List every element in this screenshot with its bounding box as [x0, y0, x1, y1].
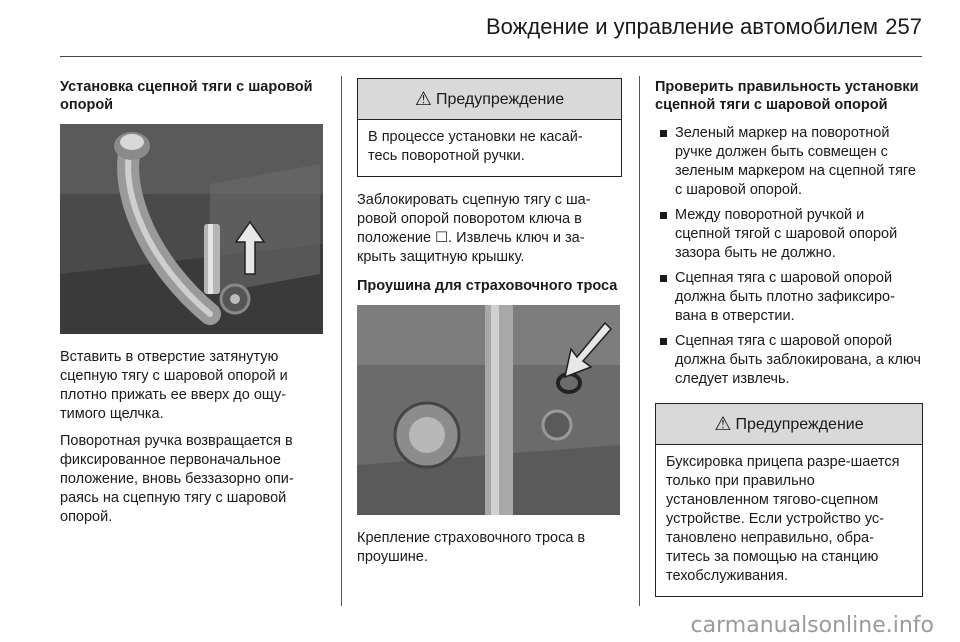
column-1: [60, 78, 325, 535]
warning-title: Предупреждение: [435, 90, 565, 108]
safety-cable-eyelet-photo: [357, 305, 620, 515]
column-divider: [341, 76, 342, 606]
watermark: carmanualsonline.info: [690, 613, 934, 638]
list-item: Сцепная тяга с шаровой опорой должна быть плотно зафиксиро-вана в отверстии.: [655, 269, 923, 326]
paragraph-handle-return: Поворотная ручка возвращается в фиксированное первоначальное положение, вновь беззазорно опи-раясь на сцепную тягу с шаровой опорой.: [60, 433, 294, 525]
paragraph-insert: Вставить в отверстие затянутую сцепную тягу с шаровой опорой и плотно прижать ее вверх до ощу-тимого щелчка.: [60, 349, 288, 422]
warning-header: [656, 404, 922, 445]
check-list: [655, 124, 923, 389]
warning-triangle-icon: ⚠: [714, 413, 732, 435]
running-header: Вождение и управление автомобилем: [485, 14, 878, 39]
warning-title: Предупреждение: [735, 415, 864, 433]
warning-header: [358, 79, 621, 120]
list-item: Между поворотной ручкой и сцепной тягой с шаровой опорой зазора быть не должно.: [655, 206, 923, 263]
section-heading-install: Установка сцепной тяги с шаровой опорой: [60, 79, 313, 113]
warning-text: Буксировка прицепа разре-шается только при правильно установленном тягово-сцепном устройстве. Если устройство ус-тановлено неправильно, обра-титесь за помощью на станцию техобслуживания.: [666, 454, 900, 584]
photo-caption: Крепление страховочного троса в проушине.: [357, 530, 586, 565]
list-item: Зеленый маркер на поворотной ручке должен быть совмещен с зеленым маркером на сцепной тяге с шаровой опорой.: [655, 124, 923, 200]
section-heading-check: Проверить правильность установки сцепной тяги с шаровой опорой: [655, 79, 919, 113]
column-3: [655, 78, 923, 611]
warning-triangle-icon: ⚠: [414, 88, 432, 110]
page-number: 257: [885, 14, 922, 39]
column-divider: [639, 76, 640, 606]
header-rule: [60, 56, 922, 57]
warning-text: В процессе установки не касай-тесь поворотной ручки.: [368, 129, 583, 164]
section-heading-eyelet: Проушина для страховочного троса: [357, 278, 618, 294]
paragraph-lock: Заблокировать сцепную тягу с ша-ровой опорой поворотом ключа в положение ☐. Извлечь ключ и за-крыть защитную крышку.: [357, 192, 591, 265]
warning-box: [357, 78, 622, 177]
warning-box: [655, 403, 923, 597]
list-item: Сцепная тяга с шаровой опорой должна быть заблокирована, а ключ следует извлечь.: [655, 332, 923, 389]
column-2: [357, 78, 622, 575]
towbar-install-photo: [60, 124, 323, 334]
